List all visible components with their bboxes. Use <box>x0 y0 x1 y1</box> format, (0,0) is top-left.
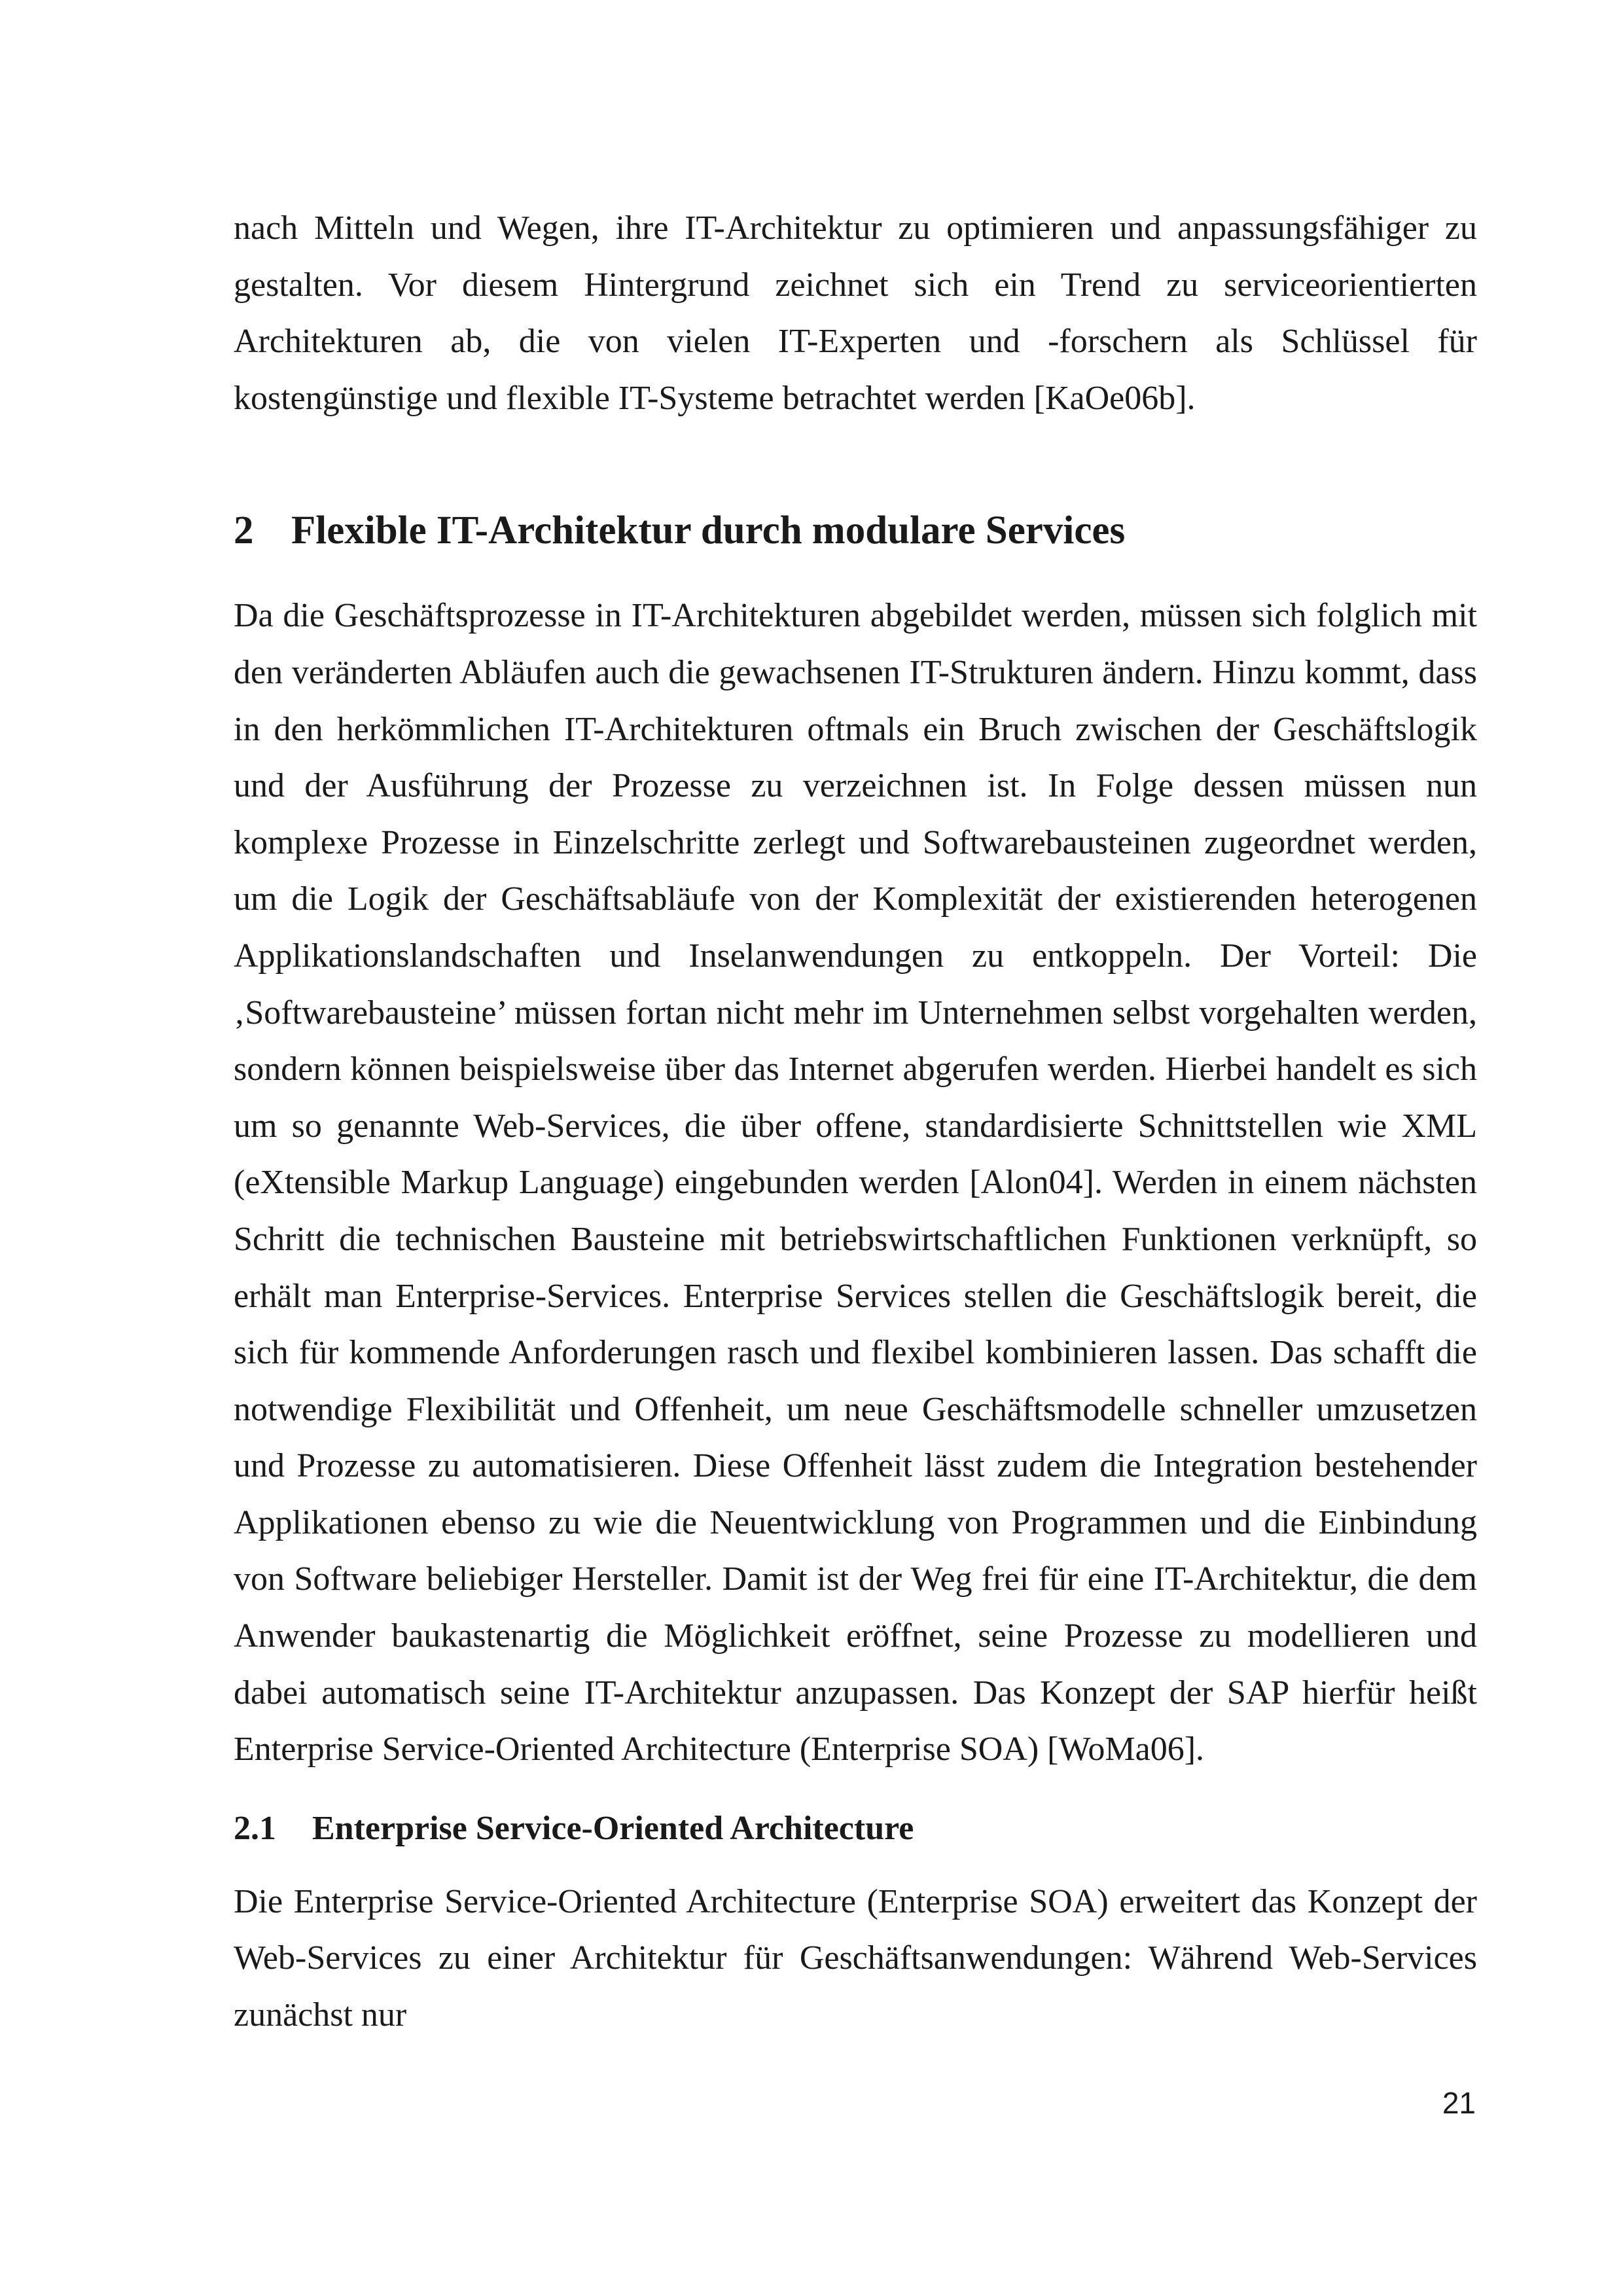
page-content <box>234 200 1477 2044</box>
section-2-1-number: 2.1 <box>234 1809 276 1847</box>
section-2-1-title: Enterprise Service-Oriented Architecture <box>312 1809 914 1847</box>
section-2-heading <box>234 501 1477 560</box>
section-2-paragraph: Da die Geschäftsprozesse in IT-Architekturen abgebildet werden, müssen sich folglich mit den veränderten Abläufen auch die gewachsenen IT-Strukturen ändern. Hinzu kommt, dass in den herkömmlichen IT-Architekturen oftmals ein Bruch zwischen der Geschäftslogik und der Ausführung der Prozesse zu verzeichnen ist. In Folge dessen müssen nun komplexe Prozesse in Einzelschritte zerlegt und Softwarebausteinen zugeordnet werden, um die Logik der Geschäftsabläufe von der Komplexität der existierenden heterogenen Applikationslandschaften und Inselanwendungen zu entkoppeln. Der Vorteil: Die ‚Softwarebausteine’ müssen fortan nicht mehr im Unternehmen selbst vorgehalten werden, sondern können beispielsweise über das Internet abgerufen werden. Hierbei handelt es sich um so genannte Web-Services, die über offene, standardisierte Schnittstellen wie XML (eXtensible Markup Language) eingebunden werden [Alon04]. Werden in einem nächsten Schritt die technischen Bausteine mit betriebswirtschaftlichen Funktionen verknüpft, so erhält man Enterprise-Services. Enterprise Services stellen die Geschäftslogik bereit, die sich für kommende Anforderungen rasch und flexibel kombinieren lassen. Das schafft die notwendige Flexibilität und Offenheit, um neue Geschäftsmodelle schneller umzusetzen und Prozesse zu automatisieren. Diese Offenheit lässt zudem die Integration bestehender Applikationen ebenso zu wie die Neuentwicklung von Programmen und die Einbindung von Software beliebiger Hersteller. Damit ist der Weg frei für eine IT-Architektur, die dem Anwender baukastenartig die Möglichkeit eröffnet, seine Prozesse zu modellieren und dabei automatisch seine IT-Architektur anzupassen. Das Konzept der SAP hierfür heißt Enterprise Service-Oriented Architecture (Enterprise SOA) [WoMa06]. <box>234 597 1477 1768</box>
intro-paragraph: nach Mitteln und Wegen, ihre IT-Architektur zu optimieren und anpassungsfähiger zu gestalten. Vor diesem Hintergrund zeichnet sich ein Trend zu serviceorientierten Architekturen ab, die von vielen IT-Experten und -forschern als Schlüssel für kostengünstige und flexible IT-Systeme betrachtet werden [KaOe06b]. <box>234 209 1477 417</box>
section-2-1-paragraph: Die Enterprise Service-Oriented Architecture (Enterprise SOA) erweitert das Konzept der Web-Services zu einer Architektur für Geschäftsanwendungen: Während Web-Services zunächst nur <box>234 1882 1477 2034</box>
section-2-number: 2 <box>234 509 254 553</box>
section-2-title: Flexible IT-Architektur durch modulare Services <box>291 509 1126 553</box>
page-number: 21 <box>1442 2086 1476 2120</box>
section-2-1-heading <box>234 1801 1477 1857</box>
